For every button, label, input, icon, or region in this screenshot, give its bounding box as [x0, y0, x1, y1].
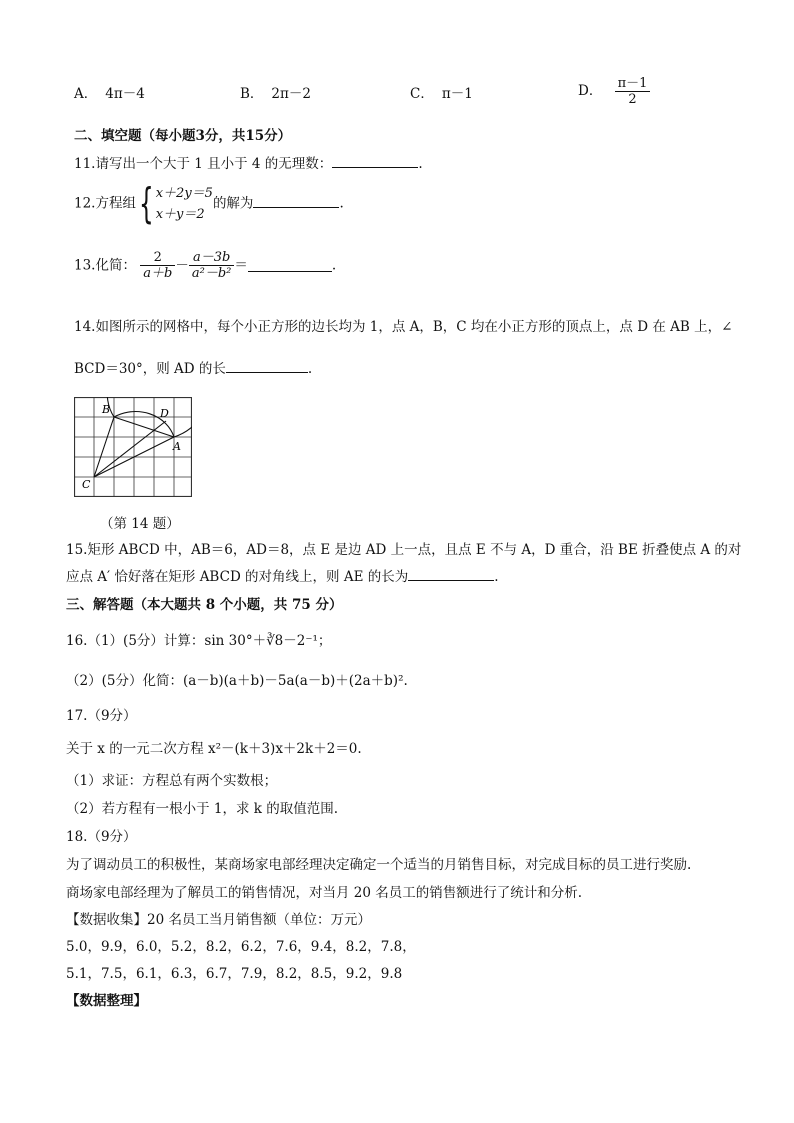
question-18-stem-2: 商场家电部经理为了解员工的销售情况，对当月 20 名员工的销售额进行了统计和分析. [66, 885, 583, 901]
data-row-1: 5.0，9.9，6.0，5.2，8.2，6.2，7.6，9.4，8.2，7.8， [66, 939, 416, 955]
question-13: 13.化简： $\frac{2}{a+b}$ － $\frac{a-3b}{\text{a²－b²}}$ ＝ . [74, 250, 337, 281]
question-17-part-1: （1）求证：方程总有两个实数根； [66, 773, 278, 789]
option-a: A． 4π－4 [74, 86, 145, 102]
question-18-header: 18.（9分） [66, 829, 137, 845]
section-3-title: 三、解答题（本大题共 8 个小题，共 75 分） [66, 597, 343, 613]
answer-blank [408, 580, 494, 581]
answer-blank [248, 259, 332, 272]
label-d: D [160, 407, 169, 420]
question-16-part-2: （2）(5分）化简：(a－b)(a＋b)－5a(a－b)＋(2a＋b)². [66, 673, 408, 689]
data-collection-title: 【数据收集】20 名员工当月销售额（单位：万元） [66, 912, 371, 928]
label-c: C [82, 478, 91, 491]
question-17-part-2: （2）若方程有一根小于 1，求 k 的取值范围. [66, 801, 339, 817]
question-15-line-2: 应点 A′ 恰好落在矩形 ABCD 的对角线上，则 AE 的长为 . [66, 569, 499, 585]
data-row-2: 5.1，7.5，6.1，6.3，6.7，7.9，8.2，8.5，9.2，9.8 [66, 966, 403, 982]
segment-ba [114, 417, 174, 437]
question-11: 11.请写出一个大于 1 且小于 4 的无理数： . [74, 156, 423, 172]
left-brace: { [138, 179, 154, 228]
fraction-1: $\frac{2}{a+b}$ [140, 250, 175, 281]
option-c: C． π－1 [410, 86, 473, 102]
option-d-fraction: $\frac{\pi-1}{2}$ [615, 76, 651, 107]
answer-blank [332, 167, 418, 168]
question-15-line-1: 15.矩形 ABCD 中，AB＝6，AD＝8，点 E 是边 AD 上一点，且点 E 不与 A，D 重合，沿 BE 折叠使点 A 的对 [66, 542, 742, 558]
equation-system: x＋2y＝5 x＋y＝2 [155, 186, 213, 222]
section-2-title: 二、填空题（每小题3分，共15分） [74, 128, 292, 144]
question-18-stem-1: 为了调动员工的积极性，某商场家电部经理决定确定一个适当的月销售目标，对完成目标的员工进行奖励. [66, 857, 692, 873]
fraction-2: $\frac{a-3b}{\text{a²－b²}}$ [189, 250, 235, 281]
segment-cd [94, 421, 166, 477]
question-14-line-2: BCD＝30°，则 AD 的长 . [74, 361, 313, 377]
question-17-stem: 关于 x 的一元二次方程 x²－(k＋3)x＋2k＋2＝0. [66, 741, 362, 757]
grid-figure [74, 397, 192, 497]
question-17-header: 17.（9分） [66, 708, 137, 724]
data-organize-title: 【数据整理】 [66, 993, 147, 1009]
question-14-line-1: 14.如图所示的网格中，每个小正方形的边长均为 1，点 A，B，C 均在小正方形的顶点上，点 D 在 AB 上，∠ [74, 319, 733, 335]
answer-blank [226, 372, 308, 373]
label-a: A [173, 440, 181, 453]
question-16-part-1: 16.（1）(5分）计算：sin 30°＋∛8－2⁻¹； [66, 633, 332, 649]
question-12: 12.方程组{ x＋2y＝5 x＋y＝2 的解为 . [74, 179, 344, 228]
option-b: B． 2π－2 [240, 86, 311, 102]
figure-caption: （第 14 题） [100, 516, 180, 532]
option-d: D． $\frac{\pi-1}{2}$ [578, 76, 650, 107]
label-b: B [102, 403, 111, 416]
answer-blank [253, 207, 339, 208]
